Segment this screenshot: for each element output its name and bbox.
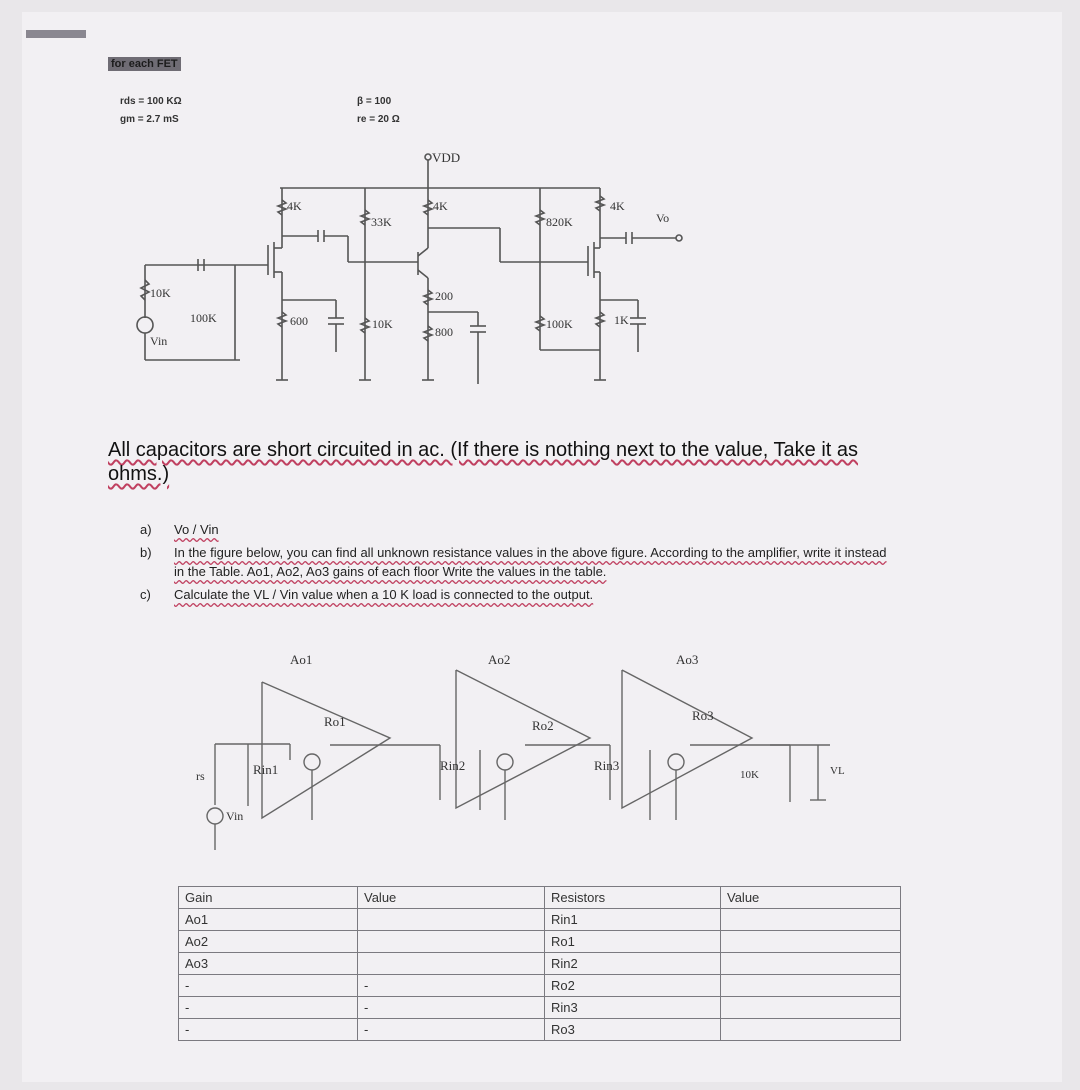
model-vin-label: Vin (226, 809, 244, 823)
ro2-label: Ro2 (532, 718, 554, 733)
question-list (140, 520, 900, 608)
table-header-row (179, 887, 901, 909)
re-param: re = 20 Ω (357, 114, 400, 125)
table-row: - - Ro2 (179, 975, 901, 997)
table-row: Ao2 Ro1 (179, 931, 901, 953)
table-row: Ao1 Rin1 (179, 909, 901, 931)
ao1-value-cell[interactable] (358, 909, 545, 931)
rin3-value-cell[interactable] (721, 997, 901, 1019)
r-4k-label-a: 4K (287, 199, 302, 213)
vo-label: Vo (656, 211, 670, 225)
table-row: - - Rin3 (179, 997, 901, 1019)
amplifier-circuit-diagram (0, 0, 1080, 420)
ao2-value-cell[interactable] (358, 931, 545, 953)
r-800-label: 800 (435, 325, 453, 339)
r-200-label: 200 (435, 289, 453, 303)
header-value-2: Value (721, 887, 901, 909)
r-820k-label: 820K (546, 215, 573, 229)
r-100k-label-a: 100K (190, 311, 217, 325)
rin2-label: Rin2 (440, 758, 466, 773)
r-4k-label-c: 4K (610, 199, 625, 213)
r-600-label: 600 (290, 314, 308, 328)
table-row: - - Ro3 (179, 1019, 901, 1041)
capacitor-note: All capacitors are short circuited in ac. (If there is nothing next to the value, Take it as ohms.) (108, 439, 859, 485)
results-table (178, 886, 901, 1041)
ro3-value-cell[interactable] (721, 1019, 901, 1041)
rl-label: 10K (740, 769, 759, 781)
question-a: a) Vo / Vin (140, 522, 219, 537)
r-33k-label: 33K (371, 215, 392, 229)
rin2-value-cell[interactable] (721, 953, 901, 975)
vin-label: Vin (150, 334, 168, 348)
r-1k-label: 1K (614, 313, 629, 327)
header-resistors: Resistors (545, 887, 721, 909)
r-10k-label: 10K (372, 317, 393, 331)
ro3-label: Ro3 (692, 708, 714, 723)
table-row: Ao3 Rin2 (179, 953, 901, 975)
header-gain: Gain (179, 887, 358, 909)
rds-param: rds = 100 KΩ (120, 96, 182, 107)
params-heading: for each FET (108, 58, 181, 70)
gm-param: gm = 2.7 mS (120, 114, 179, 125)
rin3-label: Rin3 (594, 758, 620, 773)
amplifier-model-diagram (0, 650, 1080, 870)
ao3-value-cell[interactable] (358, 953, 545, 975)
rin1-label: Rin1 (253, 762, 279, 777)
question-b: b) In the figure below, you can find all unknown resistance values in the above figure. According to the amplifier, write it instead in the Table. Ao1, Ao2, Ao3 gains of each floor Write the values in the table. (140, 545, 887, 579)
r-4k-label-b: 4K (433, 199, 448, 213)
r-100k-label-b: 100K (546, 317, 573, 331)
r-10k-source-label: 10K (150, 286, 171, 300)
vl-label: VL (830, 765, 845, 777)
ro2-value-cell[interactable] (721, 975, 901, 997)
ao2-label: Ao2 (488, 652, 511, 667)
rin1-value-cell[interactable] (721, 909, 901, 931)
ao1-label: Ao1 (290, 652, 313, 667)
question-c: c) Calculate the VL / Vin value when a 10 K load is connected to the output. (140, 587, 594, 602)
vdd-label: VDD (432, 150, 461, 165)
ro1-label: Ro1 (324, 714, 346, 729)
beta-param: β = 100 (357, 96, 392, 107)
rs-label: rs (196, 769, 205, 783)
header-value-1: Value (358, 887, 545, 909)
ro1-value-cell[interactable] (721, 931, 901, 953)
ao3-label: Ao3 (676, 652, 699, 667)
